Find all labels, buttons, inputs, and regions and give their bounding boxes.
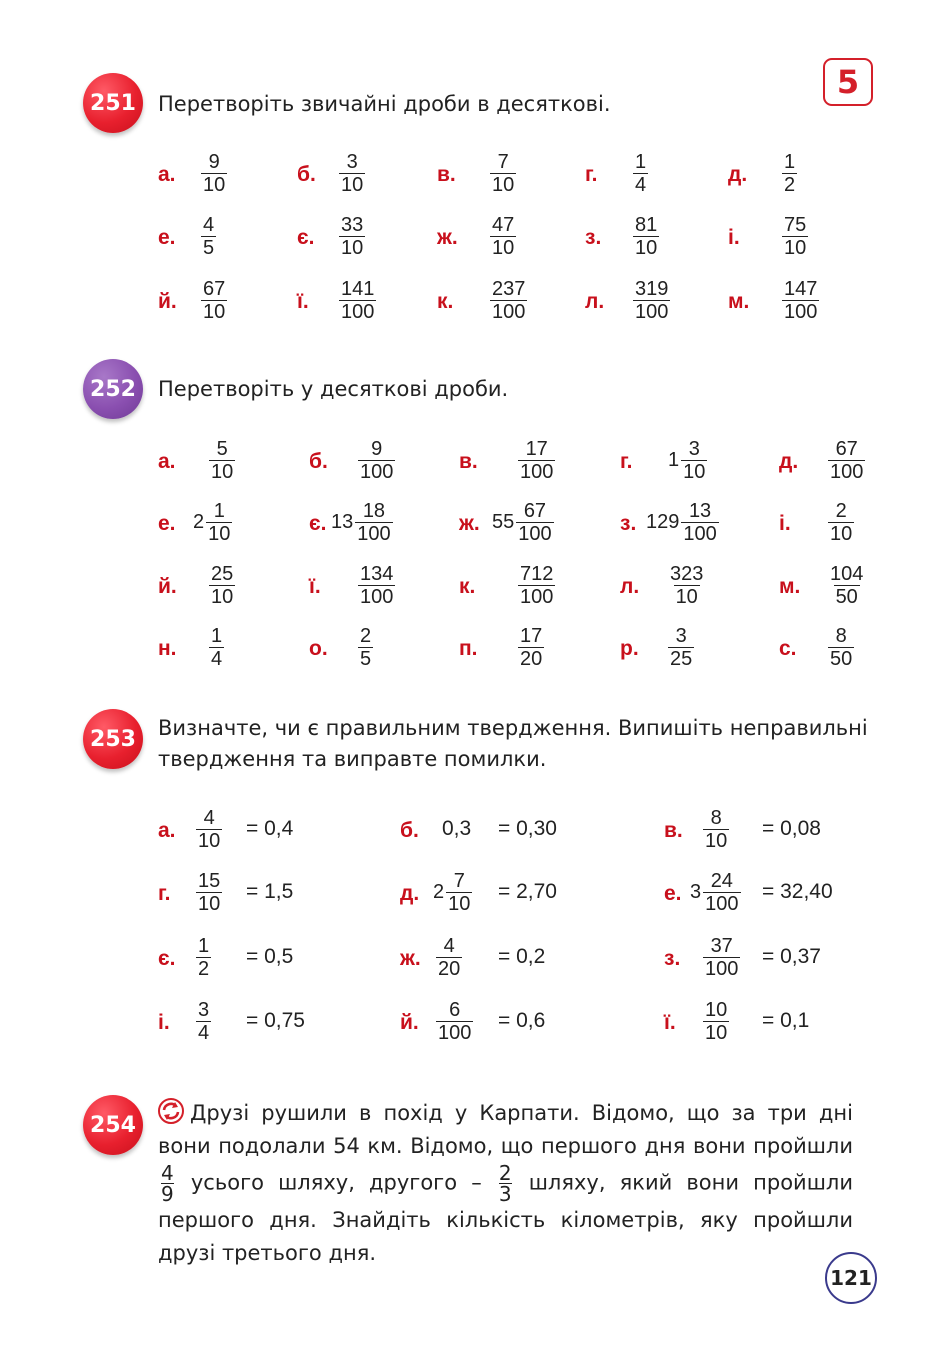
equation-rhs: = 1,5 xyxy=(246,880,294,903)
item-label: в. xyxy=(664,819,683,842)
numerator: 3 xyxy=(346,151,358,173)
denominator: 25 xyxy=(670,648,693,670)
item-label: ж. xyxy=(400,947,421,970)
fraction xyxy=(782,214,808,259)
fraction xyxy=(339,278,376,323)
equation-rhs: = 0,08 xyxy=(762,817,821,840)
denominator: 10 xyxy=(675,586,698,608)
numerator: 7 xyxy=(453,870,465,892)
item-label: з. xyxy=(664,947,681,970)
numerator: 75 xyxy=(784,214,807,236)
fraction xyxy=(703,935,740,980)
task-252-text: Перетворіть у десяткові дроби. xyxy=(158,377,509,401)
denominator: 10 xyxy=(705,830,728,852)
task-254-part1: Друзі рушили в похід у Карпати. Відомо, що за три дні вони подолали 54 км. Відомо, що першого дня вони пройшли xyxy=(158,1101,853,1158)
fraction xyxy=(490,278,527,323)
item-label: а. xyxy=(158,163,176,186)
denominator: 100 xyxy=(357,523,391,545)
item-label: а. xyxy=(158,450,176,473)
fraction xyxy=(703,807,729,852)
item-label: е. xyxy=(158,226,176,249)
numerator: 4 xyxy=(203,807,215,829)
fraction xyxy=(436,935,462,980)
item-label: і. xyxy=(779,512,791,535)
whole-part: 2 xyxy=(433,881,445,903)
fraction xyxy=(668,625,694,670)
denominator: 5 xyxy=(203,237,215,259)
task-253-text-line2: твердження та виправте помилки. xyxy=(158,747,547,771)
numerator: 712 xyxy=(520,563,554,585)
numerator: 4 xyxy=(203,214,215,236)
item-label: р. xyxy=(620,637,639,660)
fraction xyxy=(196,807,222,852)
fraction xyxy=(703,999,729,1044)
cycle-arrows-icon xyxy=(158,1098,184,1124)
fraction xyxy=(209,625,224,670)
denominator: 100 xyxy=(635,301,669,323)
numerator: 1 xyxy=(213,500,225,522)
denominator: 10 xyxy=(341,174,364,196)
denominator: 10 xyxy=(784,237,807,259)
item-label: ї. xyxy=(297,290,309,313)
item-label: ї. xyxy=(664,1011,676,1034)
denominator: 10 xyxy=(705,1022,728,1044)
mixed-number xyxy=(668,438,707,483)
page-number: 121 xyxy=(825,1252,877,1304)
fraction xyxy=(339,214,365,259)
task-254-part3: шляху, який вони пройшли першого дня. Знайдіть кількість кілометрів, яку пройшли друзі третього дня. xyxy=(158,1170,853,1265)
denominator: 5 xyxy=(360,648,372,670)
mixed-number xyxy=(492,500,554,545)
equation-rhs: = 2,70 xyxy=(498,880,557,903)
task-252-number: 252 xyxy=(83,359,143,419)
numerator: 3 xyxy=(675,625,687,647)
denominator: 100 xyxy=(518,523,552,545)
item-label: з. xyxy=(585,226,602,249)
denominator: 4 xyxy=(635,174,647,196)
numerator: 8 xyxy=(710,807,722,829)
mixed-number xyxy=(331,500,393,545)
item-label: в. xyxy=(459,450,478,473)
fraction-two-thirds: $\frac{2}{3}$ xyxy=(498,1161,512,1206)
denominator: 100 xyxy=(683,523,717,545)
fraction xyxy=(703,870,740,915)
denominator: 100 xyxy=(360,461,394,483)
item-label: ї. xyxy=(309,575,321,598)
denominator: 10 xyxy=(830,523,853,545)
fraction xyxy=(518,438,555,483)
denominator: 10 xyxy=(198,830,221,852)
item-label: о. xyxy=(309,637,328,660)
numerator: 81 xyxy=(635,214,658,236)
numerator: 1 xyxy=(211,625,223,647)
denominator: 10 xyxy=(492,237,515,259)
whole-part: 1 xyxy=(668,449,680,471)
whole-part: 3 xyxy=(690,881,702,903)
fraction xyxy=(828,625,854,670)
item-label: м. xyxy=(779,575,801,598)
numerator: 3 xyxy=(198,999,210,1021)
denominator: 10 xyxy=(448,893,471,915)
denominator: 4 xyxy=(211,648,223,670)
task-253-text-line1: Визначте, чи є правильним твердження. Випишіть неправильні xyxy=(158,716,868,740)
numerator: 7 xyxy=(497,151,509,173)
fraction xyxy=(828,500,854,545)
item-label: з. xyxy=(620,512,637,535)
task-253-number: 253 xyxy=(83,709,143,769)
numerator: 1 xyxy=(635,151,647,173)
item-label: п. xyxy=(459,637,478,660)
item-label: в. xyxy=(437,163,456,186)
fraction xyxy=(633,214,659,259)
fraction xyxy=(358,438,395,483)
numerator: 67 xyxy=(523,500,547,522)
mixed-number xyxy=(193,500,232,545)
item-label: с. xyxy=(779,637,797,660)
denominator: 10 xyxy=(203,174,226,196)
fraction xyxy=(518,625,544,670)
task-251-text: Перетворіть звичайні дроби в десяткові. xyxy=(158,92,611,116)
fraction xyxy=(516,500,553,545)
whole-part: 2 xyxy=(193,511,205,533)
numerator: 24 xyxy=(710,870,733,892)
fraction xyxy=(681,500,718,545)
item-label: й. xyxy=(400,1011,419,1034)
fraction xyxy=(490,214,516,259)
item-label: б. xyxy=(400,819,419,842)
equation-rhs: = 0,37 xyxy=(762,945,821,968)
item-label: є. xyxy=(158,947,176,970)
fraction xyxy=(782,151,797,196)
denominator: 100 xyxy=(830,461,864,483)
fraction xyxy=(633,278,670,323)
item-label: г. xyxy=(585,163,598,186)
item-label: а. xyxy=(158,819,176,842)
numerator: 104 xyxy=(830,563,864,585)
numerator: 319 xyxy=(635,278,669,300)
denominator: 2 xyxy=(198,958,210,980)
fraction xyxy=(633,151,648,196)
equation-rhs: = 32,40 xyxy=(762,880,833,903)
denominator: 10 xyxy=(208,523,231,545)
numerator: 17 xyxy=(525,438,548,460)
fraction xyxy=(339,151,365,196)
denominator: 10 xyxy=(635,237,658,259)
item-label: є. xyxy=(297,226,315,249)
fraction xyxy=(668,563,705,608)
numerator: 15 xyxy=(198,870,221,892)
item-label: е. xyxy=(158,512,176,535)
numerator: 17 xyxy=(520,625,543,647)
denominator: 10 xyxy=(683,461,706,483)
fraction xyxy=(828,438,865,483)
equation-rhs: = 0,1 xyxy=(762,1009,810,1032)
denominator: 4 xyxy=(198,1022,210,1044)
denominator: 2 xyxy=(784,174,796,196)
whole-part: 129 xyxy=(646,511,680,533)
fraction xyxy=(828,563,865,608)
fraction xyxy=(518,563,555,608)
mixed-number xyxy=(646,500,719,545)
fraction xyxy=(201,151,227,196)
numerator: 18 xyxy=(362,500,386,522)
numerator: 141 xyxy=(341,278,375,300)
item-label: ж. xyxy=(459,512,480,535)
numerator: 2 xyxy=(835,500,847,522)
denominator: 100 xyxy=(705,958,739,980)
fraction-four-ninths: $\frac{4}{9}$ xyxy=(161,1161,174,1206)
denominator: 100 xyxy=(520,586,554,608)
numerator: 25 xyxy=(211,563,234,585)
numerator: 4 xyxy=(443,935,455,957)
decimal-value: 0,3 xyxy=(442,817,472,840)
item-label: к. xyxy=(459,575,476,598)
denominator: 100 xyxy=(438,1022,472,1044)
item-label: ж. xyxy=(437,226,458,249)
denominator: 10 xyxy=(211,461,234,483)
item-label: б. xyxy=(309,450,328,473)
fraction xyxy=(446,870,472,915)
item-label: і. xyxy=(158,1011,170,1034)
fraction xyxy=(206,500,232,545)
item-label: б. xyxy=(297,163,316,186)
denominator: 100 xyxy=(492,301,526,323)
fraction xyxy=(196,999,211,1044)
numerator: 1 xyxy=(784,151,796,173)
item-label: є. xyxy=(309,512,327,535)
numerator: 323 xyxy=(670,563,704,585)
item-label: г. xyxy=(620,450,633,473)
item-label: д. xyxy=(400,882,420,905)
numerator: 13 xyxy=(688,500,712,522)
item-label: й. xyxy=(158,290,177,313)
denominator: 100 xyxy=(341,301,375,323)
numerator: 9 xyxy=(208,151,220,173)
fraction xyxy=(358,563,395,608)
task-254-text xyxy=(158,1097,853,1270)
denominator: 10 xyxy=(211,586,234,608)
numerator: 5 xyxy=(216,438,228,460)
mixed-number xyxy=(433,870,472,915)
equation-rhs: = 0,2 xyxy=(498,945,546,968)
whole-part: 13 xyxy=(331,511,354,533)
item-label: л. xyxy=(620,575,640,598)
item-label: м. xyxy=(728,290,750,313)
fraction xyxy=(490,151,516,196)
task-254-number: 254 xyxy=(83,1095,143,1155)
equation-rhs: = 0,5 xyxy=(246,945,294,968)
denominator: 100 xyxy=(520,461,554,483)
item-label: д. xyxy=(728,163,748,186)
denominator: 100 xyxy=(784,301,818,323)
mixed-number xyxy=(690,870,741,915)
denominator: 10 xyxy=(203,301,226,323)
fraction xyxy=(196,870,222,915)
numerator: 8 xyxy=(835,625,847,647)
item-label: л. xyxy=(585,290,605,313)
numerator: 1 xyxy=(198,935,210,957)
equation-rhs: = 0,75 xyxy=(246,1009,305,1032)
denominator: 10 xyxy=(492,174,515,196)
fraction xyxy=(358,625,373,670)
numerator: 134 xyxy=(360,563,394,585)
item-label: й. xyxy=(158,575,177,598)
fraction xyxy=(201,278,227,323)
item-label: е. xyxy=(664,882,682,905)
numerator: 67 xyxy=(203,278,226,300)
numerator: 67 xyxy=(835,438,858,460)
denominator: 20 xyxy=(438,958,461,980)
denominator: 10 xyxy=(198,893,221,915)
numerator: 37 xyxy=(710,935,733,957)
numerator: 2 xyxy=(360,625,372,647)
numerator: 147 xyxy=(784,278,818,300)
equation-rhs: = 0,4 xyxy=(246,817,294,840)
fraction xyxy=(209,438,235,483)
task-254-part2: усього шляху, другого – xyxy=(190,1170,482,1195)
item-label: н. xyxy=(158,637,177,660)
denominator: 10 xyxy=(341,237,364,259)
item-label: д. xyxy=(779,450,799,473)
item-label: г. xyxy=(158,882,171,905)
numerator: 10 xyxy=(705,999,728,1021)
numerator: 6 xyxy=(449,999,461,1021)
fraction xyxy=(782,278,819,323)
task-251-number: 251 xyxy=(83,73,143,133)
equation-rhs: = 0,30 xyxy=(498,817,557,840)
fraction xyxy=(355,500,392,545)
item-label: і. xyxy=(728,226,740,249)
numerator: 9 xyxy=(371,438,383,460)
denominator: 100 xyxy=(360,586,394,608)
denominator: 20 xyxy=(520,648,543,670)
numerator: 33 xyxy=(341,214,364,236)
fraction xyxy=(209,563,235,608)
denominator: 50 xyxy=(835,586,858,608)
chapter-badge: 5 xyxy=(823,58,873,106)
numerator: 3 xyxy=(688,438,700,460)
denominator: 50 xyxy=(830,648,853,670)
item-label: к. xyxy=(437,290,454,313)
numerator: 47 xyxy=(492,214,515,236)
numerator: 237 xyxy=(492,278,526,300)
fraction xyxy=(436,999,473,1044)
fraction xyxy=(681,438,707,483)
fraction xyxy=(201,214,216,259)
whole-part: 55 xyxy=(492,511,515,533)
fraction xyxy=(196,935,211,980)
denominator: 100 xyxy=(705,893,739,915)
equation-rhs: = 0,6 xyxy=(498,1009,546,1032)
